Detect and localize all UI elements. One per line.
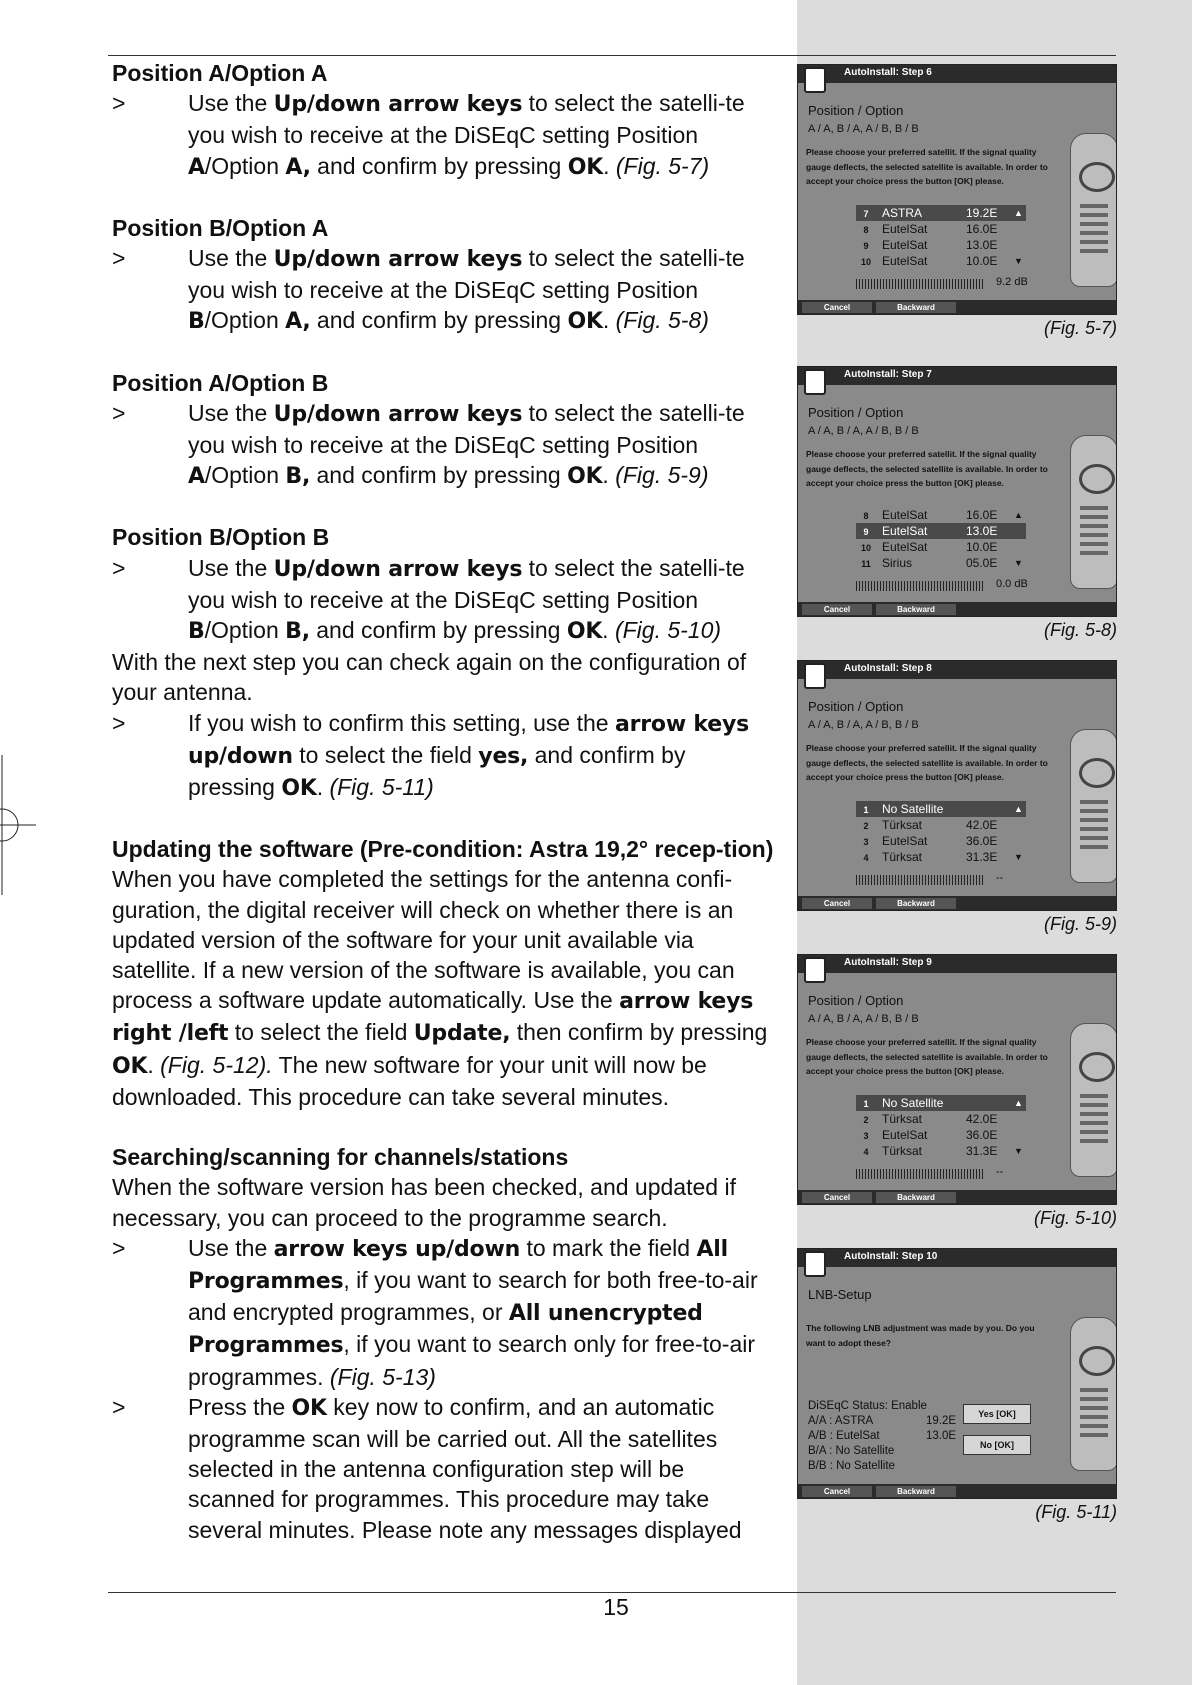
screen-description: The following LNB adjustment was made by you. Do you want to adopt these? [806, 1323, 1035, 1348]
remote-control-icon [1070, 1317, 1117, 1471]
step-marker: > [112, 1393, 126, 1420]
satellite-row[interactable] [856, 253, 1026, 269]
cancel-button[interactable]: Cancel [802, 604, 872, 615]
screen-description: Please choose your preferred satellit. If the signal quality gauge deflects, the selected satellite is available. In order to accept your choice press the button [OK] please. [806, 1037, 1048, 1076]
lnb-line: B/B : No Satellite [808, 1460, 895, 1472]
step-confirm: > If you wish to confirm this setting, use the arrow keys up/down to select the field yes, and confirm by pressing OK. (Fig. 5-11) [112, 709, 750, 802]
scroll-arrow-icon: ▼ [1014, 256, 1023, 266]
figure-caption: (Fig. 5-8) [1043, 620, 1117, 640]
heading-pos-ba: Position B/Option A [112, 214, 329, 241]
registration-mark [0, 755, 36, 895]
satellite-row[interactable] [856, 237, 1026, 253]
satellite-row[interactable] [856, 221, 1026, 237]
satellite-number: 10 [860, 257, 871, 267]
satellite-position: 13.0E [966, 524, 998, 538]
updating-paragraph: When you have completed the settings for the antenna confi-guration, the digital receiver will check on whether there is an updated version of the software for your unit available via satellite. If a new version of the software is available, you can process a software update automatically. Use the arrow keys right /left to select the field Update, then confirm by pressing OK. (Fig. 5-12). The new software for your unit will now be downloaded. This procedure can take several minutes. [112, 866, 768, 1110]
satellite-number: 3 [863, 837, 869, 847]
screen-heading: Position / Option [808, 993, 904, 1008]
satellite-name: ASTRA [882, 206, 923, 220]
receiver-screen [797, 954, 1117, 1205]
step-marker: > [112, 709, 126, 736]
scroll-arrow-icon: ▲ [1014, 510, 1023, 520]
figure-satellite-select [797, 64, 1117, 339]
satellite-position: 36.0E [966, 834, 998, 848]
heading-pos-ab: Position A/Option B [112, 369, 329, 396]
satellite-name: EutelSat [882, 540, 928, 554]
lnb-line: B/A : No Satellite [808, 1445, 895, 1457]
figure-caption: (Fig. 5-7) [1043, 318, 1117, 338]
satellite-number: 10 [860, 543, 871, 553]
step-marker: > [112, 90, 126, 117]
step-marker: > [112, 554, 126, 581]
fig-ref: (Fig. 5-8) [615, 307, 709, 334]
satellite-name: EutelSat [882, 508, 928, 522]
signal-level: -- [996, 872, 1004, 884]
satellite-row[interactable] [856, 555, 1026, 571]
satellite-list [856, 801, 1026, 865]
screen-step-title: AutoInstall: Step 10 [844, 1251, 938, 1262]
satellite-number: 2 [863, 1115, 869, 1125]
satellite-name: Türksat [882, 1112, 923, 1126]
satellite-position: 42.0E [966, 818, 998, 832]
satellite-row[interactable] [856, 1111, 1026, 1127]
satellite-row[interactable] [856, 849, 1026, 865]
satellite-position: 05.0E [966, 556, 998, 570]
satellite-name: EutelSat [882, 834, 928, 848]
satellite-position: 19.2E [966, 206, 998, 220]
figure-satellite-select [797, 660, 1117, 935]
figure-satellite-select [797, 954, 1117, 1229]
fig-ref: (Fig. 5-11) [329, 774, 434, 801]
screen-step-title: AutoInstall: Step 6 [844, 67, 932, 78]
satellite-position: 16.0E [966, 508, 998, 522]
satellite-list [856, 1095, 1026, 1159]
step-pos-bb: > Use the Up/down arrow keys to select the satelli-te you wish to receive at the DiSEqC setting Position B/Option B, and confirm by pressing OK. (Fig. 5-10) [112, 554, 745, 645]
signal-gauge [856, 279, 984, 289]
satellite-position: 16.0E [966, 222, 998, 236]
position-options: A / A, B / A, A / B, B / B [808, 719, 919, 731]
cancel-button[interactable]: Cancel [802, 898, 872, 909]
fig-ref: (Fig. 5-12). [160, 1051, 273, 1078]
step-pos-aa: > Use the Up/down arrow keys to select the satelli-te you wish to receive at the DiSEqC setting Position A/Option A, and confirm by pressing OK. (Fig. 5-7) [112, 90, 745, 180]
satellite-row[interactable] [856, 817, 1026, 833]
step-pos-ab: > Use the Up/down arrow keys to select the satelli-te you wish to receive at the DiSEqC setting Position A/Option B, and confirm by pressing OK. (Fig. 5-9) [112, 399, 745, 490]
satellite-position: 13.0E [966, 238, 998, 252]
figure-caption: (Fig. 5-10) [1033, 1208, 1117, 1228]
satellite-row[interactable] [856, 205, 1026, 221]
signal-level: 0.0 dB [996, 578, 1028, 590]
satellite-list [856, 205, 1026, 269]
satellite-name: Türksat [882, 818, 923, 832]
receiver-screen [797, 64, 1117, 315]
cancel-button[interactable]: Cancel [802, 1486, 872, 1497]
satellite-name: EutelSat [882, 254, 928, 268]
satellite-name: Türksat [882, 850, 923, 864]
receiver-logo-icon [804, 67, 826, 93]
step-marker: > [112, 399, 126, 426]
satellite-number: 2 [863, 821, 869, 831]
step-marker: > [112, 1234, 126, 1261]
next-step-paragraph: With the next step you can check again on the configuration of your antenna. [112, 649, 747, 706]
top-rule [108, 55, 1116, 56]
main-text [112, 58, 776, 1545]
screen-heading: Position / Option [808, 103, 904, 118]
signal-level: -- [996, 1166, 1004, 1178]
satellite-position: 10.0E [966, 254, 998, 268]
remote-control-icon [1070, 729, 1117, 883]
remote-control-icon [1070, 435, 1117, 589]
scroll-arrow-icon: ▼ [1014, 852, 1023, 862]
satellite-row[interactable] [856, 833, 1026, 849]
signal-gauge [856, 875, 984, 885]
figure-caption: (Fig. 5-9) [1043, 914, 1117, 934]
backward-button[interactable]: Backward [876, 898, 956, 909]
searching-paragraph: When the software version has been checked, and updated if necessary, you can proceed to the programme search. [112, 1174, 736, 1231]
fig-ref: (Fig. 5-13) [329, 1363, 436, 1390]
figure-caption: (Fig. 5-11) [1035, 1502, 1117, 1522]
remote-control-icon [1070, 1023, 1117, 1177]
receiver-screen [797, 366, 1117, 617]
scroll-arrow-icon: ▲ [1014, 208, 1023, 218]
diseqc-status: DiSEqC Status: Enable [808, 1400, 927, 1412]
satellite-name: Sirius [882, 556, 913, 570]
figure-satellite-select [797, 366, 1117, 641]
satellite-position: 31.3E [966, 1144, 998, 1158]
bottom-rule [108, 1592, 1116, 1593]
position-options: A / A, B / A, A / B, B / B [808, 425, 919, 437]
satellite-number: 1 [863, 805, 869, 815]
backward-button[interactable]: Backward [876, 604, 956, 615]
heading-pos-bb: Position B/Option B [112, 524, 330, 551]
screen-description: Please choose your preferred satellit. If the signal quality gauge deflects, the selected satellite is available. In order to accept your choice press the button [OK] please. [806, 449, 1048, 488]
backward-button[interactable]: Backward [876, 1192, 956, 1203]
backward-button[interactable]: Backward [876, 1486, 956, 1497]
scroll-arrow-icon: ▲ [1014, 804, 1023, 814]
satellite-row[interactable] [856, 507, 1026, 523]
receiver-screen [797, 660, 1117, 911]
scroll-arrow-icon: ▼ [1014, 558, 1023, 568]
satellite-row[interactable] [856, 523, 1026, 539]
lnb-line: A/B : EutelSat 13.0E [808, 1430, 957, 1442]
satellite-number: 8 [863, 225, 869, 235]
lnb-summary [808, 1399, 956, 1474]
satellite-name: EutelSat [882, 222, 928, 236]
satellite-name: EutelSat [882, 1128, 928, 1142]
fig-ref: (Fig. 5-7) [615, 152, 710, 179]
satellite-number: 9 [863, 241, 869, 251]
satellite-name: EutelSat [882, 238, 928, 252]
yes-button[interactable]: Yes [OK] [963, 1404, 1031, 1424]
satellite-name: Türksat [882, 1144, 923, 1158]
screen-heading: Position / Option [808, 699, 904, 714]
receiver-logo-icon [804, 369, 826, 395]
page-number: 15 [603, 1594, 629, 1620]
heading-pos-aa: Position A/Option A [112, 60, 328, 86]
cancel-button[interactable]: Cancel [802, 1192, 872, 1203]
satellite-number: 4 [863, 853, 869, 863]
screen-heading: LNB-Setup [808, 1287, 872, 1302]
screen-lnb [797, 1248, 1117, 1499]
satellite-name: EutelSat [882, 524, 928, 538]
screen-description: Please choose your preferred satellit. If the signal quality gauge deflects, the selected satellite is available. In order to accept your choice press the button [OK] please. [806, 743, 1048, 782]
satellite-row[interactable] [856, 539, 1026, 555]
screen-description: Please choose your preferred satellit. If the signal quality gauge deflects, the selected satellite is available. In order to accept your choice press the button [OK] please. [806, 147, 1048, 186]
no-button[interactable]: No [OK] [963, 1435, 1031, 1455]
position-options: A / A, B / A, A / B, B / B [808, 123, 919, 135]
satellite-row[interactable] [856, 1143, 1026, 1159]
signal-gauge [856, 1169, 984, 1179]
cancel-button[interactable]: Cancel [802, 302, 872, 313]
satellite-number: 4 [863, 1147, 869, 1157]
satellite-row[interactable] [856, 1127, 1026, 1143]
screen-heading: Position / Option [808, 405, 904, 420]
satellite-number: 8 [863, 511, 869, 521]
satellite-name: No Satellite [882, 1096, 944, 1110]
satellite-list [856, 507, 1026, 571]
satellite-row[interactable] [856, 1095, 1026, 1111]
satellite-number: 9 [863, 527, 869, 537]
signal-level: 9.2 dB [996, 276, 1028, 288]
satellite-position: 10.0E [966, 540, 998, 554]
satellite-number: 11 [861, 559, 871, 569]
satellite-number: 1 [863, 1099, 869, 1109]
heading-updating: Updating the software (Pre-condition: Astra 19,2° recep-tion) [112, 836, 774, 863]
signal-gauge [856, 581, 984, 591]
backward-button[interactable]: Backward [876, 302, 956, 313]
satellite-row[interactable] [856, 801, 1026, 817]
receiver-logo-icon [804, 957, 826, 983]
receiver-logo-icon [804, 1251, 826, 1277]
satellite-name: No Satellite [882, 802, 944, 816]
satellite-number: 3 [863, 1131, 869, 1141]
satellite-number: 7 [863, 209, 869, 219]
scroll-arrow-icon: ▲ [1014, 1098, 1023, 1108]
satellite-position: 36.0E [966, 1128, 998, 1142]
fig-ref: (Fig. 5-10) [614, 617, 722, 644]
step-search-confirm: > Press the OK key now to confirm, and an automatic programme scan will be carried out. All the satellites selected in the antenna configuration step will be scanned for programmes. This procedure may take several minutes. Please note any messages displayed [112, 1393, 742, 1543]
step-marker: > [112, 245, 126, 272]
lnb-line: A/A : ASTRA 19.2E [808, 1415, 957, 1427]
figure-lnb-setup [797, 1248, 1117, 1523]
step-search-mark: > Use the arrow keys up/down to mark the field All Programmes, if you want to search for both free-to-air and encrypted programmes, or All unencrypted Programmes, if you want to search only for free-to-air programmes. (Fig. 5-13) [112, 1234, 758, 1390]
screen-step-title: AutoInstall: Step 7 [844, 369, 932, 380]
receiver-logo-icon [804, 663, 826, 689]
satellite-position: 31.3E [966, 850, 998, 864]
screen-step-title: AutoInstall: Step 9 [844, 957, 932, 968]
scroll-arrow-icon: ▼ [1014, 1146, 1023, 1156]
fig-ref: (Fig. 5-9) [615, 462, 709, 489]
remote-control-icon [1070, 133, 1117, 287]
step-pos-ba: > Use the Up/down arrow keys to select the satelli-te you wish to receive at the DiSEqC setting Position B/Option A, and confirm by pressing OK. (Fig. 5-8) [112, 245, 745, 335]
satellite-position: 42.0E [966, 1112, 998, 1126]
screen-step-title: AutoInstall: Step 8 [844, 663, 932, 674]
position-options: A / A, B / A, A / B, B / B [808, 1013, 919, 1025]
heading-searching: Searching/scanning for channels/stations [112, 1144, 569, 1171]
